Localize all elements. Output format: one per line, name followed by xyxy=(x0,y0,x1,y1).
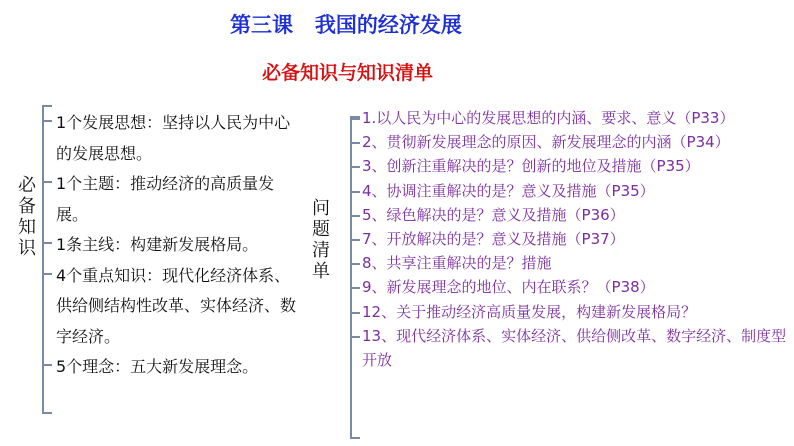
question-item: 13、现代经济体系、实体经济、供给侧改革、数字经济、制度型开放 xyxy=(362,326,787,370)
question-item: 1.以人民为中心的发展思想的内涵、要求、意义（P33） xyxy=(362,109,735,127)
bracket-tick xyxy=(352,118,360,120)
question-list-label: 问题清单 xyxy=(312,198,330,282)
bracket-tick xyxy=(44,181,52,183)
essential-knowledge-label: 必备知识 xyxy=(18,175,36,259)
left-bracket xyxy=(42,105,52,414)
knowledge-item: 1条主线：构建新发展格局。 xyxy=(56,235,259,254)
bracket-tick xyxy=(352,142,360,144)
section-subtitle: 必备知识与知识清单 xyxy=(262,62,434,84)
question-item: 12、关于推动经济高质量发展，构建新发展格局？ xyxy=(362,302,697,321)
bracket-tick xyxy=(44,242,52,244)
bracket-tick xyxy=(352,166,360,168)
bracket-tick xyxy=(352,215,360,217)
right-bracket xyxy=(350,116,360,439)
knowledge-item: 4个重点知识：现代化经济体系、供给侧结构性改革、实体经济、数字经济。 xyxy=(56,265,297,346)
bracket-tick xyxy=(352,287,360,289)
knowledge-item: 1个主题：推动经济的高质量发展。 xyxy=(56,174,275,224)
bracket-tick xyxy=(352,239,360,241)
question-item: 7、开放解决的是？意义及措施（P37） xyxy=(362,230,625,249)
bracket-tick xyxy=(44,364,52,366)
lesson-title: 第三课 我国的经济发展 xyxy=(230,13,462,37)
knowledge-item: 1个发展思想：坚持以人民为中心的发展思想。 xyxy=(56,113,291,163)
bracket-tick xyxy=(352,191,360,193)
bracket-tick xyxy=(44,273,52,275)
bracket-tick xyxy=(352,263,360,265)
question-item: 3、创新注重解决的是？创新的地位及措施（P35） xyxy=(362,157,700,176)
bracket-tick xyxy=(352,312,360,314)
question-item: 5、绿色解决的是？意义及措施（P36） xyxy=(362,205,625,224)
bracket-tick xyxy=(44,120,52,122)
question-item: 8、共享注重解决的是？措施 xyxy=(362,254,552,273)
question-item: 4、协调注重解决的是？意义及措施（P35） xyxy=(362,181,655,200)
question-item: 2、贯彻新发展理念的原因、新发展理念的内涵（P34） xyxy=(362,133,730,152)
bracket-tick xyxy=(352,336,360,338)
question-list xyxy=(362,106,790,372)
question-item: 9、新发展理念的地位、内在联系？（P38） xyxy=(362,278,655,297)
knowledge-list xyxy=(56,108,301,383)
knowledge-item: 5个理念：五大新发展理念。 xyxy=(56,357,259,376)
